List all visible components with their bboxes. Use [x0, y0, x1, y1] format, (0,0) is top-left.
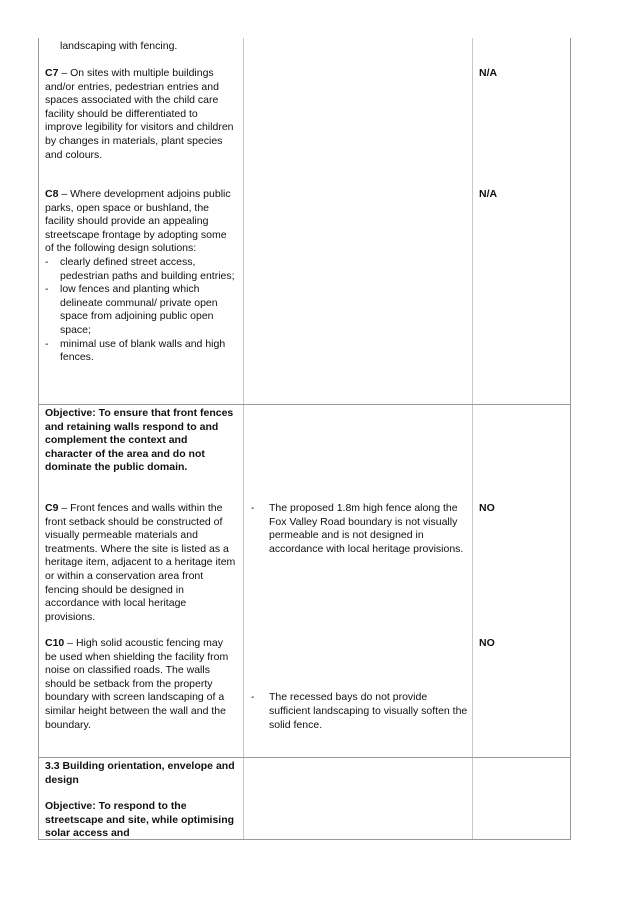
control-text: – Front fences and walls within the front setback should be constructed of visually permeable materials and treatments. Where the site is listed as a heritage item, adjacent to a heritage item or within a conservation area front fencing should be designed in accordance with local heritage provisions.	[45, 502, 236, 623]
design-solutions-list	[45, 256, 237, 365]
compliance-c9: NO	[479, 502, 495, 514]
control-text: – Where development adjoins public parks, open space or bushland, the facility should provide an appealing streetscape frontage by adopting some of the following design solutions:	[45, 188, 231, 255]
finding-c10: - The recessed bays do not provide sufficient landscaping to visually soften the solid fence.	[249, 691, 469, 732]
finding-c9: - The proposed 1.8m high fence along the Fox Valley Road boundary is not visually permeable and is not designed in accordance with local heritage provisions.	[249, 502, 469, 556]
compliance-c8: N/A	[479, 188, 498, 200]
control-c8	[45, 188, 237, 365]
control-c9	[45, 502, 237, 624]
control-c7	[45, 67, 237, 162]
assessment-table	[38, 38, 571, 840]
objective-orientation: Objective: To respond to the streetscape and site, while optimising solar access and	[45, 800, 235, 840]
column-divider-2	[472, 38, 473, 839]
control-code: C10	[45, 637, 65, 649]
list-item: - minimal use of blank walls and high fences.	[45, 338, 237, 365]
control-code: C8	[45, 188, 59, 200]
control-code: C7	[45, 67, 59, 79]
compliance-c10: NO	[479, 637, 495, 649]
row-divider	[39, 404, 570, 405]
list-item: - clearly defined street access, pedestrian paths and building entries;	[45, 256, 237, 283]
list-item: - low fences and planting which delineate communal/ private open space from adjoining public open space;	[45, 283, 237, 337]
row-divider	[39, 757, 570, 758]
compliance-c7: N/A	[479, 67, 498, 79]
control-text: – On sites with multiple buildings and/or entries, pedestrian entries and spaces associated with the child care facility should be differentiated to improve legibility for visitors and children by changes in materials, plant species and colours.	[45, 67, 234, 161]
section-heading: 3.3 Building orientation, envelope and design	[45, 760, 235, 786]
column-divider-1	[243, 38, 244, 839]
control-code: C9	[45, 502, 59, 514]
control-c10	[45, 637, 237, 732]
continuation-text: landscaping with fencing.	[60, 40, 178, 52]
control-text: – High solid acoustic fencing may be used when shielding the facility from noise on classified roads. The walls should be setback from the property boundary with screen landscaping of a similar height between the wall and the boundary.	[45, 637, 229, 731]
objective-fences: Objective: To ensure that front fences and retaining walls respond to and complement the context and character of the area and do not dominate the public domain.	[45, 407, 234, 474]
